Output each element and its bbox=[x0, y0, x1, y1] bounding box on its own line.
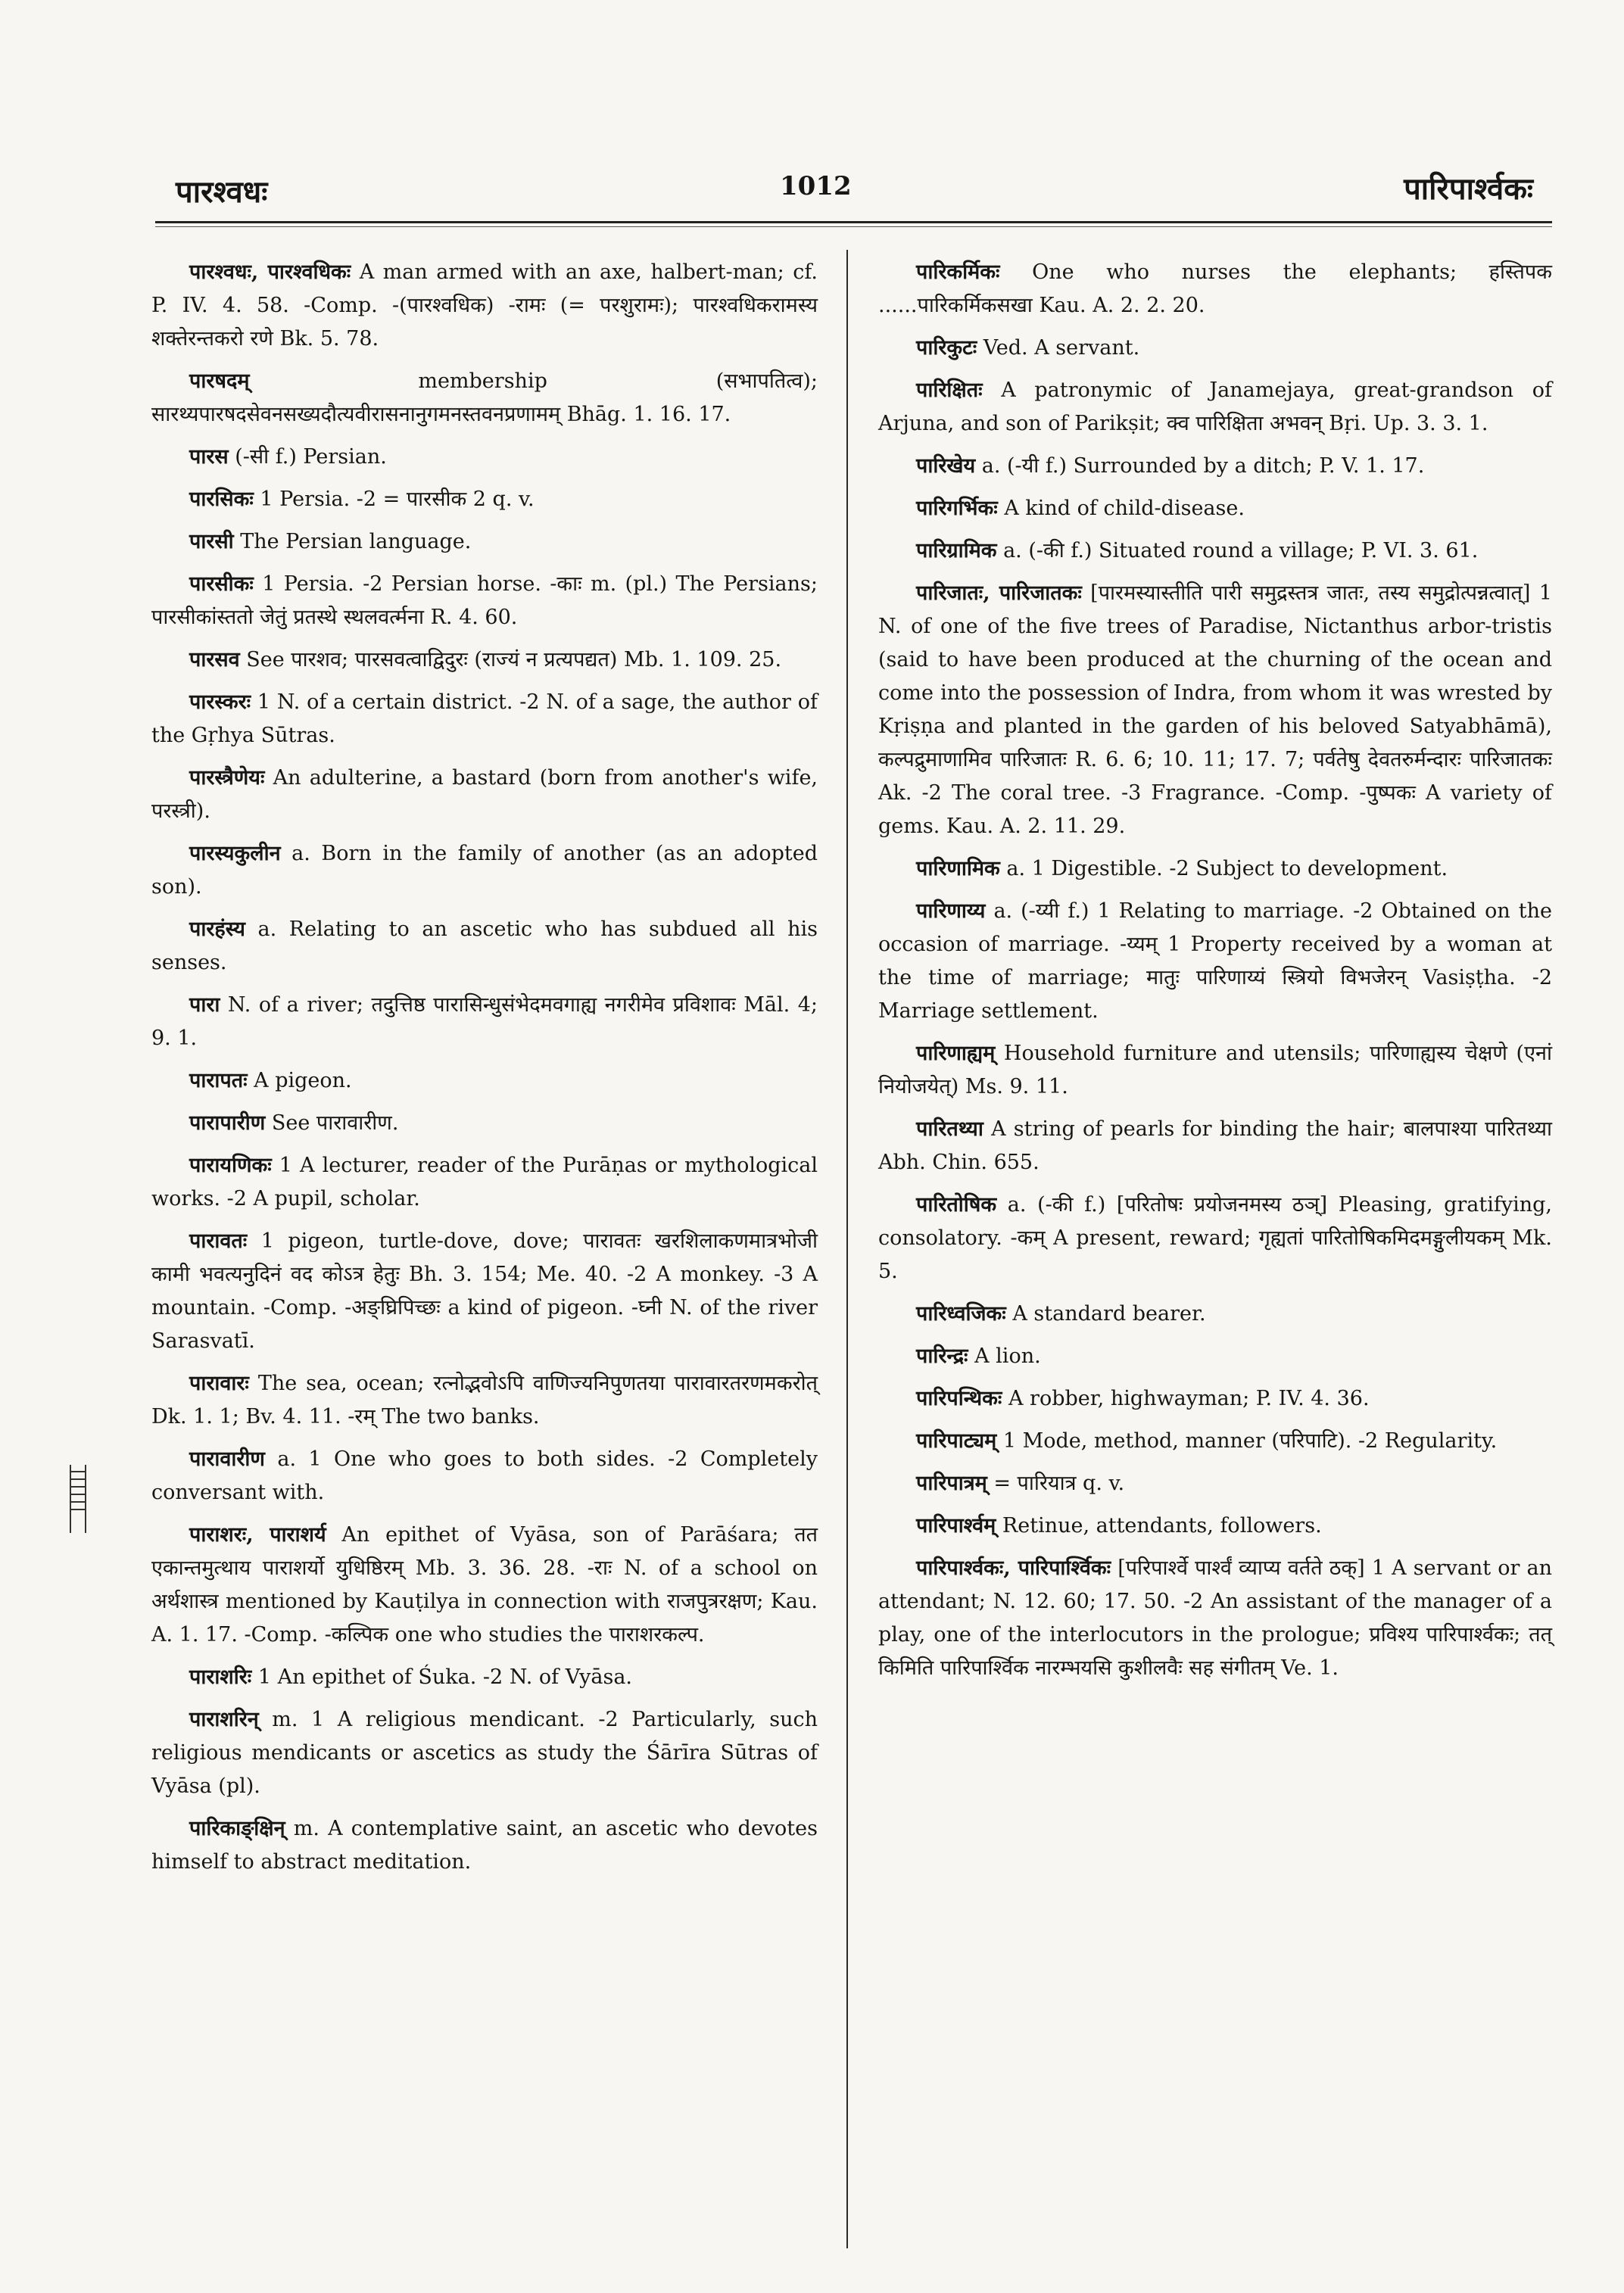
entry-headword: पारस्करः bbox=[189, 690, 251, 714]
dictionary-entry bbox=[878, 577, 1552, 843]
entry-headword: पारिध्वजिकः bbox=[916, 1302, 1006, 1326]
dictionary-entry bbox=[151, 525, 818, 559]
entry-headword: पारिणामिक bbox=[916, 857, 1000, 880]
entry-definition: One who nurses the elephants; हस्तिपक ......पारिकर्मिकसखा Kau. A. 2. 2. 20. bbox=[878, 260, 1552, 317]
dictionary-entry bbox=[878, 1552, 1552, 1685]
header-rule-thin bbox=[155, 226, 1552, 227]
margin-binding-mark bbox=[70, 1465, 86, 1533]
entry-definition: 1 pigeon, turtle-dove, dove; पारावतः खरशिलाकणमात्रभोजी कामी भवत्यनुदिनं वद कोऽत्र हेतुः Bh. 3. 154; Me. 40. -2 A monkey. -3 A mountain. -Comp. -अङ्घ्रिपिच्छः a kind of pigeon. -घ्नी N. of the river Sarasvatī. bbox=[151, 1229, 818, 1353]
dictionary-entry bbox=[151, 256, 818, 356]
dictionary-entry bbox=[151, 1225, 818, 1358]
dictionary-entry bbox=[151, 1107, 818, 1140]
entry-definition: N. of a river; तदुत्तिष्ठ पारासिन्धुसंभेदमवगाह्य नगरीमेव प्रविशावः Māl. 4; 9. 1. bbox=[151, 993, 818, 1050]
entry-definition: The sea, ocean; रत्नोद्भवोऽपि वाणिज्यनिपुणतया पारावारतरणमकरोत् Dk. 1. 1; Bv. 4. 11. -रम् The two banks. bbox=[151, 1372, 818, 1428]
entry-headword: पारश्वधः, पारश्वधिकः bbox=[189, 260, 351, 284]
entry-headword: पारिगर्भिकः bbox=[916, 497, 998, 520]
entry-definition: A kind of child-disease. bbox=[1004, 497, 1245, 520]
dictionary-entry bbox=[151, 762, 818, 828]
dictionary-entry bbox=[878, 332, 1552, 365]
header-rule bbox=[155, 221, 1552, 223]
dictionary-entry bbox=[878, 1509, 1552, 1543]
entry-definition: 1 An epithet of Śuka. -2 N. of Vyāsa. bbox=[257, 1665, 632, 1689]
entry-headword: पारहंस्य bbox=[189, 918, 245, 941]
dictionary-entry bbox=[151, 1661, 818, 1694]
entry-definition: [परिपार्श्वे पार्श्वं व्याप्य वर्तते ठक्] 1 A servant or an attendant; N. 12. 60; 17. 50. -2 An assistant of the manager of a play, one of the interlocutors in the prologue; प्रविश्य पारिपार्श्वकः; तत् किमिति पारिपार्श्विक नारम्भयसि कुशीलवैः सह संगीतम् Ve. 1. bbox=[878, 1556, 1553, 1680]
dictionary-entry bbox=[878, 1189, 1552, 1288]
entry-headword: पारस्त्रैणेयः bbox=[189, 766, 265, 790]
entry-definition: A lion. bbox=[974, 1344, 1041, 1368]
entry-headword: पारिपार्श्वम् bbox=[916, 1514, 996, 1537]
dictionary-entry bbox=[151, 1149, 818, 1216]
entry-definition: A standard bearer. bbox=[1012, 1302, 1206, 1326]
entry-definition: = पारियात्र q. v. bbox=[993, 1472, 1125, 1495]
entry-headword: पारस्यकुलीन bbox=[189, 842, 281, 865]
dictionary-entry bbox=[151, 441, 818, 474]
entry-headword: पारितथ्या bbox=[916, 1117, 983, 1141]
entry-headword: पारिपन्थिकः bbox=[916, 1387, 1002, 1410]
dictionary-entry bbox=[151, 1812, 818, 1879]
entry-headword: पारसव bbox=[189, 648, 240, 671]
entry-headword: पारावारीण bbox=[189, 1447, 265, 1471]
entry-definition: a. 1 One who goes to both sides. -2 Completely conversant with. bbox=[151, 1447, 818, 1504]
entry-headword: पारिपाट्यम् bbox=[916, 1429, 997, 1453]
entry-definition: An epithet of Vyāsa, son of Parāśara; तत एकान्तमुत्थाय पाराशर्यो युधिष्ठिरम् Mb. 3. 36. 28. -राः N. of a school on अर्थशास्त्र mentioned by Kauṭilya in connection with राजपुत्ररक्षण; Kau. A. 1. 17. -Comp. -कल्पिक one who studies the पाराशरकल्प. bbox=[151, 1523, 818, 1647]
entry-definition: 1 Persia. -2 = पारसीक 2 q. v. bbox=[260, 488, 535, 511]
page-number: 1012 bbox=[780, 171, 852, 201]
entry-headword: पारावतः bbox=[189, 1229, 248, 1253]
entry-definition: a. 1 Digestible. -2 Subject to development. bbox=[1006, 857, 1448, 880]
entry-definition: A patronymic of Janamejaya, great-grandson of Arjuna, and son of Parikṣit; क्व पारिक्षिता अभवन् Bṛi. Up. 3. 3. 1. bbox=[878, 379, 1552, 435]
column-divider bbox=[846, 250, 848, 2248]
entry-definition: membership (सभापतित्व); सारथ्यपारषदसेवनसख्यदौत्यवीरासनानुगमनस्तवनप्रणामम् Bhāg. 1. 16. 17. bbox=[151, 369, 818, 426]
entry-definition: a. Born in the family of another (as an adopted son). bbox=[151, 842, 818, 899]
entry-definition: [पारमस्यास्तीति पारी समुद्रस्तत्र जातः, तस्य समुद्रोत्पन्नत्वात्] 1 N. of one of the five trees of Paradise, Nictanthus arbor-tristis (said to have been produced at the churning of the ocean and come into the possession of Indra, from whom it was wrested by Kṛiṣṇa and planted in the garden of his beloved Satyabhāmā), कल्पद्रुमाणामिव पारिजातः R. 6. 6; 10. 11; 17. 7; पर्वतेषु देवतरुर्मन्दारः पारिजातकः Ak. -2 The coral tree. -3 Fragrance. -Comp. -पुष्पकः A variety of gems. Kau. A. 2. 11. 29. bbox=[878, 581, 1552, 838]
dictionary-entry bbox=[151, 989, 818, 1055]
entry-definition: a. (-य्यी f.) 1 Relating to marriage. -2 Obtained on the occasion of marriage. -य्यम् 1 Property received by a woman at the time of marriage; मातुः पारिणाय्यं स्त्रियो विभजेरन् Vasiṣṭha. -2 Marriage settlement. bbox=[878, 899, 1552, 1023]
entry-definition: A pigeon. bbox=[254, 1069, 352, 1092]
entry-headword: पारिपात्रम् bbox=[916, 1472, 987, 1495]
dictionary-entry bbox=[878, 895, 1552, 1028]
dictionary-entry bbox=[151, 1519, 818, 1652]
entry-definition: m. A contemplative saint, an ascetic who devotes himself to abstract meditation. bbox=[151, 1817, 818, 1874]
dictionary-entry bbox=[878, 1340, 1552, 1373]
dictionary-entry bbox=[878, 852, 1552, 886]
entry-headword: पारिणाह्यम् bbox=[916, 1042, 996, 1065]
dictionary-entry bbox=[151, 686, 818, 752]
dictionary-entry bbox=[878, 1113, 1552, 1179]
entry-definition: A robber, highwayman; P. IV. 4. 36. bbox=[1008, 1387, 1370, 1410]
entry-headword: पारिकुटः bbox=[916, 336, 977, 360]
entry-headword: पारावारः bbox=[189, 1372, 249, 1395]
dictionary-entry bbox=[878, 1037, 1552, 1104]
dictionary-entry bbox=[151, 837, 818, 904]
dictionary-entry bbox=[151, 1703, 818, 1803]
entry-headword: पारसी bbox=[189, 530, 234, 553]
entry-definition: A man armed with an axe, halbert-man; cf. P. IV. 4. 58. -Comp. -(पारश्वधिक) -रामः (= परशुरामः); पारश्वधिकरामस्य शक्तेरन्तकरो रणे Bk. 5. 78. bbox=[151, 260, 818, 350]
entry-definition: Ved. A servant. bbox=[983, 336, 1140, 360]
dictionary-entry bbox=[878, 450, 1552, 483]
entry-definition: Household furniture and utensils; पारिणाह्यस्य चेक्षणे (एनां नियोजयेत्) Ms. 9. 11. bbox=[878, 1042, 1552, 1098]
entry-headword: पारापतः bbox=[189, 1069, 248, 1092]
entry-headword: पारसीकः bbox=[189, 572, 254, 596]
entry-headword: पारिन्द्रः bbox=[916, 1344, 968, 1368]
dictionary-entry bbox=[878, 374, 1552, 441]
dictionary-entry bbox=[878, 534, 1552, 568]
entry-definition: An adulterine, a bastard (born from another's wife, परस्त्री). bbox=[151, 766, 818, 823]
entry-definition: a. Relating to an ascetic who has subdued all his senses. bbox=[151, 918, 818, 974]
dictionary-entry bbox=[878, 492, 1552, 525]
dictionary-entry bbox=[151, 568, 818, 634]
entry-definition: See पारशव; पारसवत्वाद्विदुरः (राज्यं न प्रत्यपद्यत) Mb. 1. 109. 25. bbox=[246, 648, 782, 671]
left-column bbox=[151, 256, 818, 1888]
entry-definition: a. (-की f.) [परितोषः प्रयोजनमस्य ठञ्] Pleasing, gratifying, consolatory. -कम् A present, reward; गृह्यतां पारितोषिकमिदमङ्गुलीयकम् Mk. 5. bbox=[878, 1193, 1552, 1283]
dictionary-entry bbox=[151, 1064, 818, 1098]
dictionary-entry bbox=[878, 1298, 1552, 1331]
entry-headword: पारिखेय bbox=[916, 454, 976, 478]
entry-headword: पारषदम् bbox=[189, 369, 250, 393]
entry-definition: a. (-की f.) Situated round a village; P. VI. 3. 61. bbox=[1003, 539, 1479, 562]
entry-definition: m. 1 A religious mendicant. -2 Particularly, such religious mendicants or ascetics as study the Śārīra Sūtras of Vyāsa (pl). bbox=[151, 1708, 818, 1798]
entry-headword: पारस bbox=[189, 445, 229, 469]
entry-definition: Retinue, attendants, followers. bbox=[1002, 1514, 1322, 1537]
entry-headword: पाराशरः, पाराशर्य bbox=[189, 1523, 326, 1547]
entry-headword: पारापारीण bbox=[189, 1111, 266, 1135]
entry-headword: पारिकर्मिकः bbox=[916, 260, 1000, 284]
entry-headword: पारा bbox=[189, 993, 220, 1017]
entry-definition: 1 Mode, method, manner (परिपाटि). -2 Regularity. bbox=[1002, 1429, 1498, 1453]
dictionary-entry bbox=[151, 1443, 818, 1509]
entry-definition: 1 A lecturer, reader of the Purāṇas or mythological works. -2 A pupil, scholar. bbox=[151, 1154, 818, 1210]
dictionary-entry bbox=[878, 1467, 1552, 1500]
right-running-headword: पारिपार्श्वकः bbox=[1404, 171, 1533, 207]
entry-definition: 1 Persia. -2 Persian horse. -काः m. (pl.) The Persians; पारसीकांस्ततो जेतुं प्रतस्थे स्थलवर्त्मना R. 4. 60. bbox=[151, 572, 818, 629]
entry-definition: a. (-यी f.) Surrounded by a ditch; P. V. 1. 17. bbox=[981, 454, 1425, 478]
entry-headword: पारिजातः, पारिजातकः bbox=[916, 581, 1082, 605]
entry-headword: पारसिकः bbox=[189, 488, 254, 511]
entry-headword: पारिक्षितः bbox=[916, 379, 983, 402]
left-running-headword: पारश्वधः bbox=[176, 174, 268, 210]
page-header bbox=[0, 0, 1624, 227]
right-column bbox=[878, 256, 1552, 1694]
entry-definition: (-सी f.) Persian. bbox=[235, 445, 387, 469]
dictionary-entry bbox=[878, 1425, 1552, 1458]
entry-headword: पाराशरिन् bbox=[189, 1708, 259, 1731]
dictionary-entry bbox=[878, 1382, 1552, 1416]
entry-headword: पारायणिकः bbox=[189, 1154, 272, 1177]
entry-headword: पारिग्रामिक bbox=[916, 539, 997, 562]
entry-definition: See पारावारीण. bbox=[271, 1111, 399, 1135]
entry-definition: The Persian language. bbox=[240, 530, 472, 553]
entry-headword: पारिपार्श्वकः, पारिपार्श्विकः bbox=[916, 1556, 1111, 1580]
entry-headword: पाराशरिः bbox=[189, 1665, 252, 1689]
dictionary-entry bbox=[151, 643, 818, 677]
entry-headword: पारिणाय्य bbox=[916, 899, 986, 923]
dictionary-entry bbox=[151, 483, 818, 516]
dictionary-entry bbox=[151, 365, 818, 431]
entry-definition: A string of pearls for binding the hair; बालपाश्या पारितथ्या Abh. Chin. 655. bbox=[878, 1117, 1552, 1174]
dictionary-entry bbox=[878, 256, 1552, 322]
entry-headword: पारिकाङ्क्षिन् bbox=[189, 1817, 285, 1840]
entry-headword: पारितोषिक bbox=[916, 1193, 997, 1217]
dictionary-entry bbox=[151, 913, 818, 980]
entry-definition: 1 N. of a certain district. -2 N. of a sage, the author of the Gṛhya Sūtras. bbox=[151, 690, 818, 747]
dictionary-entry bbox=[151, 1367, 818, 1434]
